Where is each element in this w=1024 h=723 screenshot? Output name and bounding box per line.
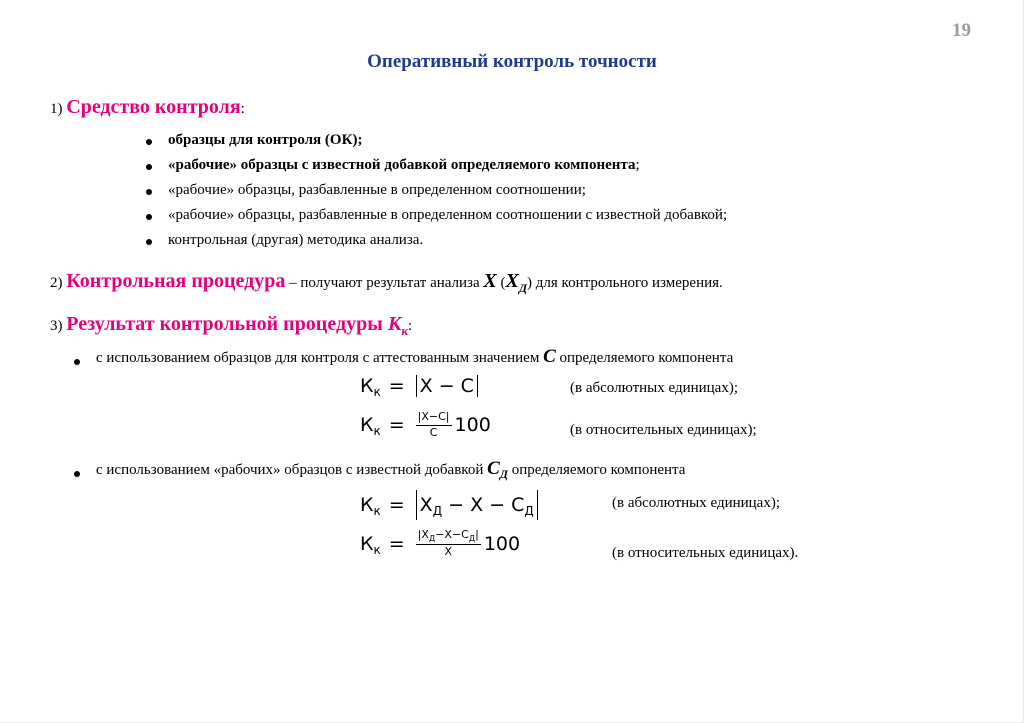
bullet-icon (74, 359, 80, 365)
bullet-icon (146, 214, 152, 220)
section-3-title: Результат контрольной процедуры (66, 313, 388, 335)
section-1-number: 1) (50, 101, 63, 117)
note-rel-1: (в относительных единицах); (570, 422, 757, 438)
list-item: образцы для контроля (ОК); (146, 128, 727, 153)
formula-rel-2: К к = $\frac{|X_Д-X-C_Д|}{X}$ 100 (360, 528, 521, 558)
bullet-icon (146, 139, 152, 145)
abs-bar-left (416, 375, 417, 397)
abs-bar-left (416, 490, 417, 520)
page-title: Оперативный контроль точности (367, 51, 657, 72)
section-2-title: Контрольная процедура (66, 270, 286, 292)
section-2-heading: 2) Контрольная процедура – получают результат анализа X $(X_Д)$ для контрольного измерения. (50, 270, 723, 295)
formula-rel-1: К к = $\frac{|X-C|}{C}$ 100 (360, 410, 491, 439)
abs-bar-right (477, 375, 478, 397)
section-1-colon: : (240, 101, 245, 117)
fraction: $\frac{|X-C|}{C}$ (417, 410, 450, 439)
note-rel-2: (в относительных единицах). (612, 545, 799, 561)
page-number: 19 (952, 20, 971, 41)
list-item: контрольная (другая) методика анализа. (146, 228, 727, 253)
section-3-bullet-2: с использованием «рабочих» образцов с известной добавкой $С_Д$ определяемого компонента (74, 458, 685, 480)
section-3-heading: 3) Результат контрольной процедуры Кк: (50, 313, 413, 338)
formula-abs-2: К к = X Д − X − C Д (360, 490, 541, 520)
note-abs-1: (в абсолютных единицах); (570, 380, 739, 396)
bullet-icon (146, 164, 152, 170)
abs-bar-right (537, 490, 538, 520)
section-3-bullet-1: с использованием образцов для контроля с аттестованным значением С определяемого компонента (74, 346, 733, 368)
list-item: «рабочие» образцы с известной добавкой определяемого компонента; (146, 153, 727, 178)
section-1-list (146, 128, 727, 253)
bullet-icon (146, 239, 152, 245)
list-item: «рабочие» образцы, разбавленные в определенном соотношении с известной добавкой; (146, 203, 727, 228)
section-1-title: Средство контроля (66, 96, 241, 118)
note-abs-2: (в абсолютных единицах); (612, 495, 781, 511)
fraction: $\frac{|X_Д-X-C_Д|}{X}$ (417, 528, 479, 558)
list-item: «рабочие» образцы, разбавленные в определенном соотношении; (146, 178, 727, 203)
formula-abs-1: К к = X − C (360, 375, 481, 397)
bullet-icon (146, 189, 152, 195)
bullet-icon (74, 471, 80, 477)
section-1-heading (50, 96, 245, 119)
